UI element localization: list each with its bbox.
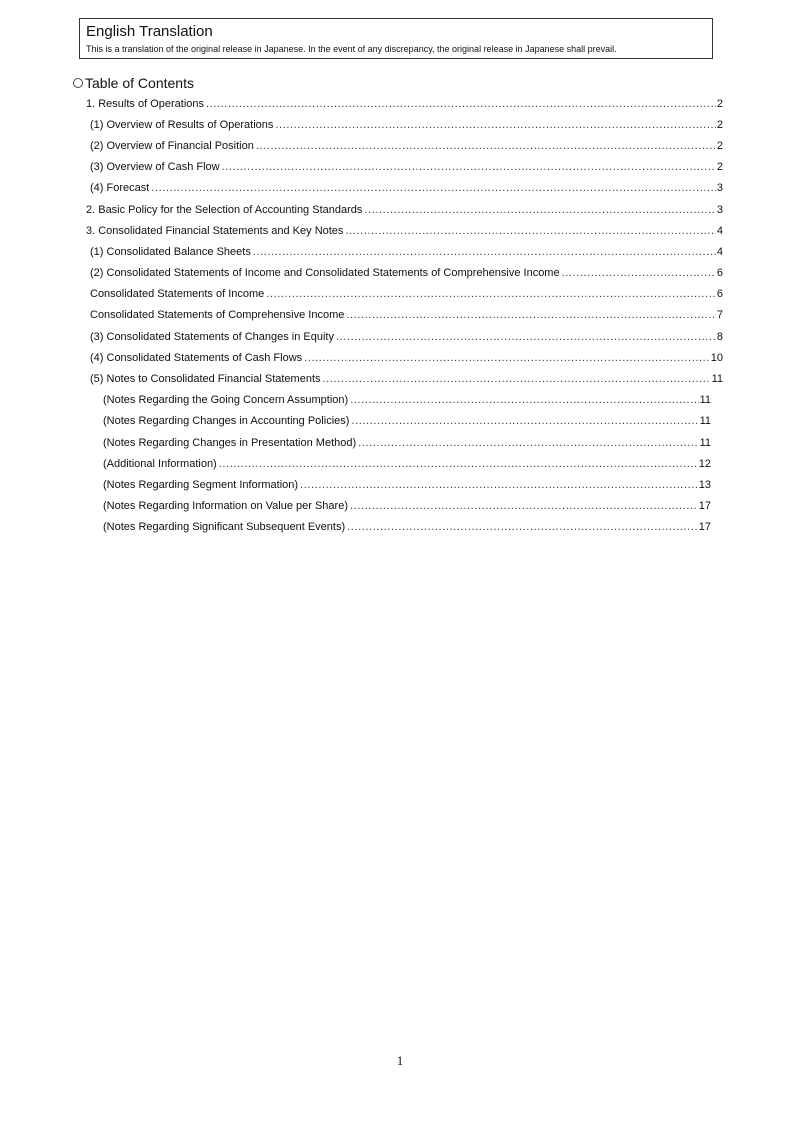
toc-entry-page: 13 — [698, 478, 711, 491]
toc-dot-leader — [206, 97, 716, 111]
toc-entry-page: 2 — [716, 139, 723, 152]
toc-entry[interactable] — [0, 474, 711, 495]
toc-dot-leader — [350, 393, 698, 407]
toc-entry-page: 2 — [716, 161, 723, 174]
toc-entry[interactable] — [0, 284, 723, 305]
toc-dot-leader — [151, 181, 716, 195]
toc-dot-leader — [346, 308, 716, 322]
toc-entry[interactable] — [0, 241, 723, 262]
toc-entry[interactable] — [0, 411, 711, 432]
toc-entry[interactable] — [0, 220, 723, 241]
toc-entry-label: (5) Notes to Consolidated Financial Statements — [90, 373, 321, 386]
toc-entry-page: 7 — [716, 309, 723, 322]
toc-entry[interactable] — [0, 432, 711, 453]
toc-entry-label: (2) Consolidated Statements of Income and Consolidated Statements of Comprehensive Income — [90, 267, 560, 280]
toc-dot-leader — [304, 351, 710, 365]
toc-entry-page: 6 — [716, 267, 723, 280]
toc-entry-page: 17 — [698, 500, 711, 513]
toc-entry-label: (Notes Regarding the Going Concern Assumption) — [103, 394, 349, 407]
toc-entry[interactable] — [0, 453, 711, 474]
toc-dot-leader — [300, 478, 698, 492]
toc-entry-page: 8 — [716, 330, 723, 343]
toc-entry[interactable] — [0, 368, 723, 389]
toc-entry-label: (4) Consolidated Statements of Cash Flows — [90, 351, 303, 364]
toc-entry-label: 2. Basic Policy for the Selection of Accounting Standards — [86, 203, 363, 216]
toc-dot-leader — [351, 414, 698, 428]
toc-entry-page: 2 — [716, 97, 723, 110]
toc-entry-page: 11 — [699, 415, 711, 428]
toc-entry[interactable] — [0, 390, 711, 411]
toc-entry-label: (Notes Regarding Changes in Accounting Policies) — [103, 415, 350, 428]
toc-entry[interactable] — [0, 135, 723, 156]
toc-entry-page: 11 — [699, 394, 711, 407]
toc-entry[interactable] — [0, 517, 711, 538]
toc-entry-label: 1. Results of Operations — [86, 97, 205, 110]
toc-entry[interactable] — [0, 326, 723, 347]
toc-entry[interactable] — [0, 263, 723, 284]
toc-entry-label: Consolidated Statements of Income — [90, 288, 265, 301]
toc-entry[interactable] — [0, 178, 723, 199]
toc-entry-page: 3 — [716, 182, 723, 195]
toc-entry[interactable] — [0, 93, 723, 114]
toc-entry-label: (1) Overview of Results of Operations — [90, 118, 274, 131]
toc-entry-label: Consolidated Statements of Comprehensive Income — [90, 309, 345, 322]
toc-entry-label: (4) Forecast — [90, 182, 150, 195]
toc-dot-leader — [347, 520, 698, 534]
toc-dot-leader — [562, 266, 716, 280]
translation-disclaimer: This is a translation of the original release in Japanese. In the event of any discrepancy, the original release in Japanese shall prevail. — [86, 44, 617, 54]
toc-dot-leader — [358, 436, 698, 450]
toc-entry-page: 11 — [699, 436, 711, 449]
page-number: 1 — [396, 1053, 404, 1068]
translation-title: English Translation — [86, 23, 213, 40]
toc-dot-leader — [323, 372, 711, 386]
toc-list — [0, 93, 800, 538]
toc-dot-leader — [219, 457, 698, 471]
toc-entry-page: 6 — [716, 288, 723, 301]
toc-dot-leader — [253, 245, 716, 259]
toc-entry-page: 11 — [711, 373, 723, 386]
toc-entry-label: (1) Consolidated Balance Sheets — [90, 245, 251, 258]
toc-entry-label: 3. Consolidated Financial Statements and Key Notes — [86, 224, 344, 237]
toc-entry-page: 10 — [710, 351, 723, 364]
toc-dot-leader — [222, 160, 716, 174]
toc-entry[interactable] — [0, 305, 723, 326]
toc-entry-page: 17 — [698, 521, 711, 534]
toc-entry-label: (2) Overview of Financial Position — [90, 139, 254, 152]
toc-entry-label: (Notes Regarding Changes in Presentation Method) — [103, 436, 357, 449]
toc-entry-page: 12 — [698, 457, 711, 470]
toc-entry-page: 4 — [716, 245, 723, 258]
toc-entry[interactable] — [0, 157, 723, 178]
toc-dot-leader — [350, 499, 698, 513]
toc-dot-leader — [364, 203, 715, 217]
toc-entry[interactable] — [0, 496, 711, 517]
toc-entry-label: (Additional Information) — [103, 457, 217, 470]
toc-entry-label: (3) Consolidated Statements of Changes in Equity — [90, 330, 334, 343]
toc-entry-page: 2 — [716, 118, 723, 131]
toc-entry-label: (Notes Regarding Significant Subsequent Events) — [103, 521, 346, 534]
toc-dot-leader — [266, 287, 716, 301]
toc-dot-leader — [345, 224, 715, 238]
toc-entry-page: 4 — [716, 224, 723, 237]
toc-dot-leader — [336, 330, 716, 344]
toc-dot-leader — [275, 118, 715, 132]
toc-heading-text: Table of Contents — [85, 75, 194, 91]
circle-bullet-icon — [73, 78, 83, 88]
toc-dot-leader — [256, 139, 716, 153]
toc-entry-label: (Notes Regarding Segment Information) — [103, 478, 299, 491]
toc-entry-label: (3) Overview of Cash Flow — [90, 161, 220, 174]
toc-heading — [73, 74, 194, 92]
toc-entry[interactable] — [0, 114, 723, 135]
toc-entry[interactable] — [0, 347, 723, 368]
translation-notice-box — [79, 18, 713, 59]
toc-entry-page: 3 — [716, 203, 723, 216]
toc-entry-label: (Notes Regarding Information on Value per Share) — [103, 500, 348, 513]
toc-entry[interactable] — [0, 199, 723, 220]
